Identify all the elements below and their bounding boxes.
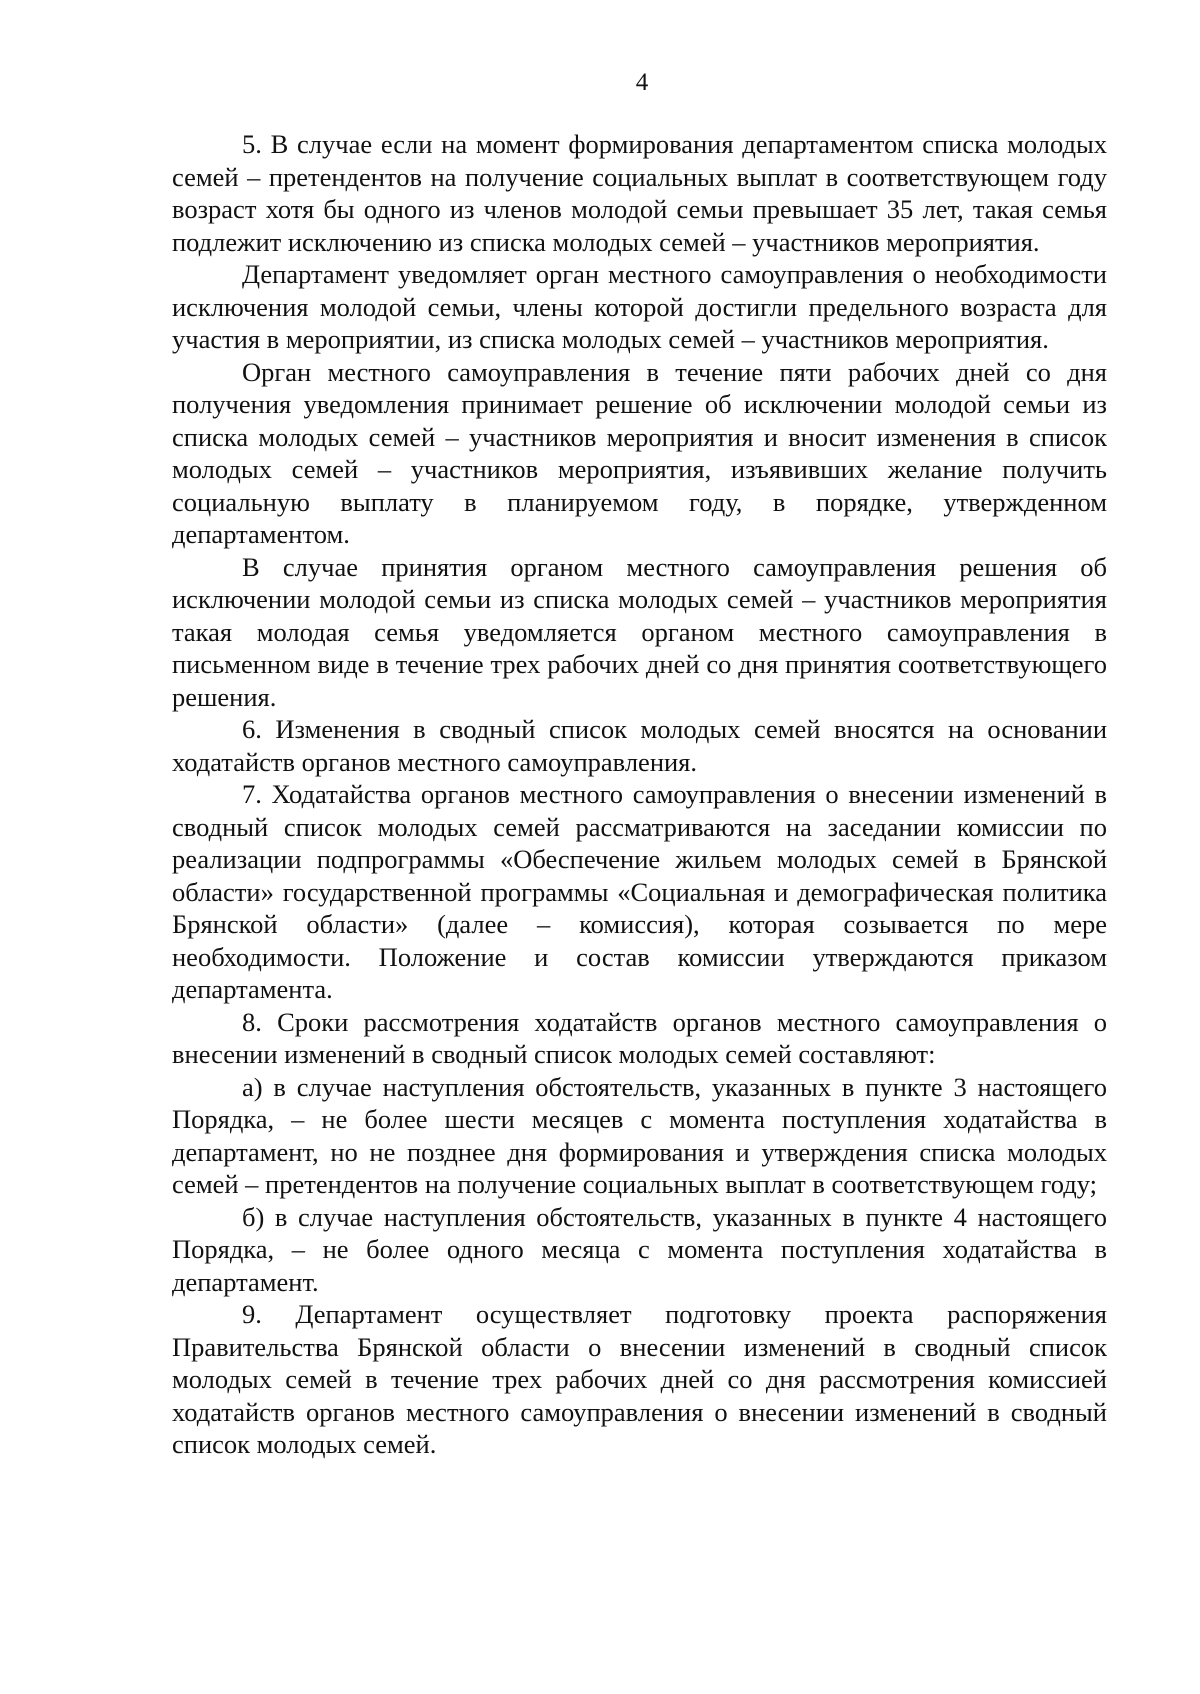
paragraph-notification: Департамент уведомляет орган местного самоуправления о необходимости исключения молодой семьи, члены которой достигли предельного возраста для участия в мероприятии, из списка молодых семей – участников мероприятия.	[172, 259, 1107, 354]
page-number: 4	[635, 69, 649, 96]
paragraph-local-decision: Орган местного самоуправления в течение пяти рабочих дней со дня получения уведомления принимает решение об исключении молодой семьи из списка молодых семей – участников мероприятия и вносит изменения в список молодых семей – участников мероприятия, изъявивших желание получить социальную выплату в планируемом году, в порядке, утвержденном департаментом.	[172, 356, 1107, 549]
paragraph-7: 7. Ходатайства органов местного самоуправления о внесении изменений в сводный список молодых семей рассматриваются на заседании комиссии по реализации подпрограммы «Обеспечение жильем молодых семей в Брянской области» государственной программы «Социальная и демографическая политика Брянской области» (далее – комиссия), которая созывается по мере необходимости. Положение и состав комиссии утверждаются приказом департамента.	[172, 779, 1107, 1004]
paragraph-8a: а) в случае наступления обстоятельств, указанных в пункте 3 настоящего Порядка, – не более шести месяцев с момента поступления ходатайства в департамент, но не позднее дня формирования и утверждения списка молодых семей – претендентов на получение социальных выплат в соответствующем году;	[172, 1071, 1107, 1199]
paragraph-6: 6. Изменения в сводный список молодых семей вносятся на основании ходатайств органов местного самоуправления.	[172, 714, 1107, 777]
paragraph-5: 5. В случае если на момент формирования департаментом списка молодых семей – претендентов на получение социальных выплат в соответствующем году возраст хотя бы одного из членов молодой семьи превышает 35 лет, такая семья подлежит исключению из списка молодых семей – участников мероприятия.	[172, 129, 1107, 257]
paragraph-8b: б) в случае наступления обстоятельств, указанных в пункте 4 настоящего Порядка, – не более одного месяца с момента поступления ходатайства в департамент.	[172, 1201, 1107, 1297]
paragraph-9: 9. Департамент осуществляет подготовку проекта распоряжения Правительства Брянской области о внесении изменений в сводный список молодых семей в течение трех рабочих дней со дня рассмотрения комиссией ходатайств органов местного самоуправления о внесении изменений в сводный список молодых семей.	[172, 1299, 1107, 1459]
paragraph-family-notice: В случае принятия органом местного самоуправления решения об исключении молодой семьи из списка молодых семей – участников мероприятия такая молодая семья уведомляется органом местного самоуправления в письменном виде в течение трех рабочих дней со дня принятия соответствующего решения.	[172, 551, 1107, 712]
paragraph-8: 8. Сроки рассмотрения ходатайств органов местного самоуправления о внесении изменений в сводный список молодых семей составляют:	[172, 1006, 1107, 1069]
document-body	[172, 128, 1107, 1461]
